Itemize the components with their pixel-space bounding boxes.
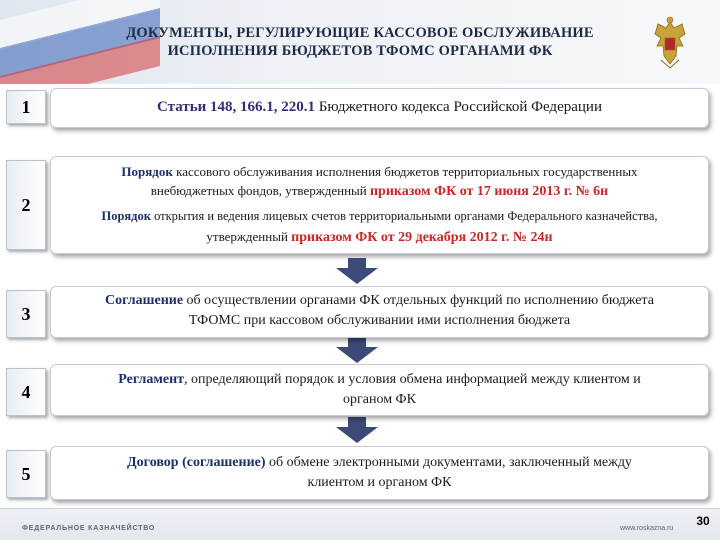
box1-highlight: Статьи 148, 166.1, 220.1: [157, 99, 316, 115]
footer: [0, 508, 720, 540]
box2-p2-line2: [51, 229, 708, 246]
box4-line1-rest: , определяющий порядок и условия обмена информацией между клиентом и: [184, 372, 641, 387]
down-arrow-icon-1: [334, 258, 380, 284]
box2-p1-line2: [51, 183, 708, 200]
item-number-1: 1: [6, 90, 46, 124]
box2-p1-line2-text: внебюджетных фондов, утвержденный: [150, 183, 370, 198]
box2-p1-line1-rest: кассового обслуживания исполнения бюджетов территориальных государственных: [172, 164, 638, 179]
box4-keyword: Регламент: [118, 372, 185, 387]
box3-line1: [51, 293, 708, 309]
item-number-5: 5: [6, 450, 46, 498]
box2-p1-keyword: Порядок: [121, 164, 173, 179]
item-number-4: 4: [6, 368, 46, 416]
document-box-3: [50, 286, 709, 338]
box2-p2-line1-rest: открытия и ведения лицевых счетов территориальными органами Федерального казначейства,: [150, 209, 658, 223]
item-number-2: 2: [6, 160, 46, 250]
item-number-3: 3: [6, 290, 46, 338]
document-box-5: [50, 446, 709, 500]
box2-p2-line2-text: утвержденный: [206, 229, 292, 244]
box3-line2: ТФОМС при кассовом обслуживании ими исполнения бюджета: [188, 313, 571, 328]
box2-p2-line1: [51, 209, 708, 224]
box2-p1-highlight: приказом ФК от 17 июня 2013 г. № 6н: [369, 184, 609, 199]
document-box-1: [50, 88, 709, 128]
box3-line1-rest: об осуществлении органами ФК отдельных функций по исполнению бюджета: [183, 293, 654, 308]
document-box-2: [50, 156, 709, 254]
box3-keyword: Соглашение: [105, 293, 184, 308]
title-line-1: ДОКУМЕНТЫ, РЕГУЛИРУЮЩИЕ КАССОВОЕ ОБСЛУЖИВАНИЕ: [126, 25, 594, 41]
page-number: 30: [696, 514, 710, 528]
page-title: [95, 24, 625, 60]
box5-keyword: Договор (соглашение): [127, 455, 266, 470]
box2-p1-line1: [51, 164, 708, 180]
box5-line1-rest: об обмене электронными документами, заключенный между: [265, 455, 632, 470]
document-box-4: [50, 364, 709, 416]
box2-p2-highlight: приказом ФК от 29 декабря 2012 г. № 24н: [291, 230, 553, 245]
title-line-2: ИСПОЛНЕНИЯ БЮДЖЕТОВ ТФОМС ОРГАНАМИ ФК: [167, 43, 553, 59]
footer-website-link[interactable]: www.roskazna.ru: [620, 525, 674, 532]
box4-line2: органом ФК: [343, 392, 416, 407]
box1-text: [51, 99, 708, 116]
footer-org-name: ФЕДЕРАЛЬНОЕ КАЗНАЧЕЙСТВО: [22, 525, 156, 532]
box4-line1: [51, 372, 708, 388]
down-arrow-icon-3: [334, 417, 380, 443]
box2-p2-keyword: Порядок: [101, 209, 151, 223]
box1-rest: Бюджетного кодекса Российской Федерации: [315, 99, 602, 115]
down-arrow-icon-2: [334, 337, 380, 363]
eagle-emblem-icon: [649, 16, 691, 72]
box5-line2: клиентом и органом ФК: [307, 475, 452, 490]
box5-line1: [51, 455, 708, 471]
